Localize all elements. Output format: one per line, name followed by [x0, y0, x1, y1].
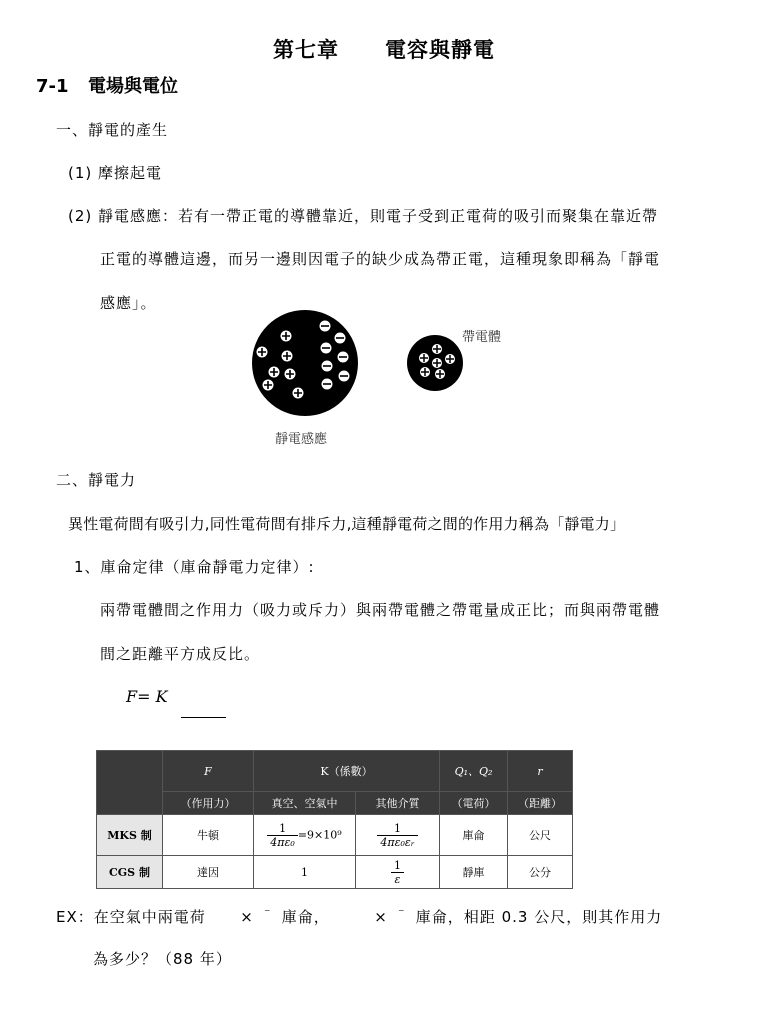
- fraction-numerator: 1: [377, 822, 417, 836]
- example-unit2: 庫侖，相距 0.3 公尺，則其作用力: [415, 908, 663, 926]
- fraction-numerator: 1: [391, 859, 404, 873]
- cell-K-other-cgs: [356, 856, 440, 889]
- part1-item-induction-line2: 正電的導體這邊，而另一邊則因電子的缺少成為帶正電，這種現象即稱為「靜電: [100, 250, 661, 268]
- coulomb-line2: 間之距離平方成反比。: [100, 645, 261, 663]
- part1-heading: 一、靜電的產生: [56, 121, 169, 139]
- example-seg1: 在空氣中兩電荷: [93, 908, 206, 926]
- cell-K-vacuum-cgs: 1: [254, 856, 356, 889]
- part2-intro: 異性電荷間有吸引力,同性電荷間有排斥力,這種靜電荷之間的作用力稱為「靜電力」: [68, 515, 626, 533]
- cell-F-cgs: 達因: [163, 856, 254, 889]
- cell-K-other-mks: [356, 815, 440, 856]
- part2-heading: 二、靜電力: [56, 471, 137, 489]
- fraction-k-other: [377, 822, 417, 849]
- k-value: =9×10⁹: [297, 828, 342, 841]
- label-induction: 靜電感應: [275, 432, 328, 447]
- row-system-cgs: CGS 制: [97, 856, 163, 889]
- cell-r-mks: 公尺: [508, 815, 573, 856]
- part1-item-induction-line1: (2) 靜電感應：若有一帶正電的導體靠近，則電子受到正電荷的吸引而聚集在靠近帶: [68, 207, 659, 225]
- header-F: F: [163, 751, 254, 792]
- exponent-minus-2: ⁻: [398, 905, 406, 919]
- row-system-mks: MKS 制: [97, 815, 163, 856]
- times-sign-1: ×: [240, 908, 254, 926]
- fraction-k-other-cgs: [391, 859, 404, 886]
- exponent-minus-1: ⁻: [264, 905, 272, 919]
- subheader-F: （作用力）: [163, 792, 254, 815]
- cell-Q-mks: 庫侖: [440, 815, 508, 856]
- times-sign-2: ×: [374, 908, 388, 926]
- fraction-denominator: 4πε₀: [270, 835, 295, 849]
- table-subheader-row: [97, 792, 573, 815]
- cell-Q-cgs: 靜庫: [440, 856, 508, 889]
- fraction-denominator: ε: [394, 872, 401, 886]
- section-number: 7-1: [36, 76, 69, 97]
- example-line2: 為多少？（88 年）: [93, 950, 232, 968]
- label-charged-body: 帶電體: [462, 330, 502, 345]
- header-Q: Q₁、Q₂: [440, 751, 508, 792]
- subheader-K-vacuum: 真空、空氣中: [254, 792, 356, 815]
- cell-K-vacuum-mks: [254, 815, 356, 856]
- section-heading: [36, 72, 178, 98]
- cell-r-cgs: 公分: [508, 856, 573, 889]
- subheader-r: （距離）: [508, 792, 573, 815]
- header-K: K（係數）: [254, 751, 440, 792]
- example-line1: [56, 905, 662, 927]
- coulomb-formula: F= K: [126, 687, 168, 706]
- table-corner: [97, 751, 163, 815]
- table-row: [97, 856, 573, 889]
- section-title: 電場與電位: [88, 76, 178, 97]
- subheader-Q: （電荷）: [440, 792, 508, 815]
- example-label: EX：: [56, 908, 94, 926]
- subheader-K-other: 其他介質: [356, 792, 440, 815]
- chapter-title: [0, 34, 768, 64]
- fraction-denominator: 4πε₀εᵣ: [380, 835, 415, 849]
- fraction-k-vacuum: [267, 822, 298, 849]
- chapter-name: 電容與靜電: [385, 38, 495, 62]
- unit-table: [96, 750, 573, 889]
- coulomb-heading: 1、庫侖定律（庫侖靜電力定律）:: [74, 558, 315, 576]
- fraction-numerator: 1: [267, 822, 298, 836]
- part1-item-induction-line3: 感應」。: [100, 294, 157, 312]
- part1-item-friction: (1) 摩擦起電: [68, 164, 163, 182]
- cell-F-mks: 牛頓: [163, 815, 254, 856]
- coulomb-line1: 兩帶電體間之作用力（吸力或斥力）與兩帶電體之帶電量成正比；而與兩帶電體: [100, 601, 661, 619]
- example-unit1: 庫侖，: [281, 908, 330, 926]
- formula-fraction-bar: [181, 717, 226, 718]
- table-header-row: [97, 751, 573, 792]
- header-r: r: [508, 751, 573, 792]
- chapter-number: 第七章: [273, 38, 339, 62]
- table-row: [97, 815, 573, 856]
